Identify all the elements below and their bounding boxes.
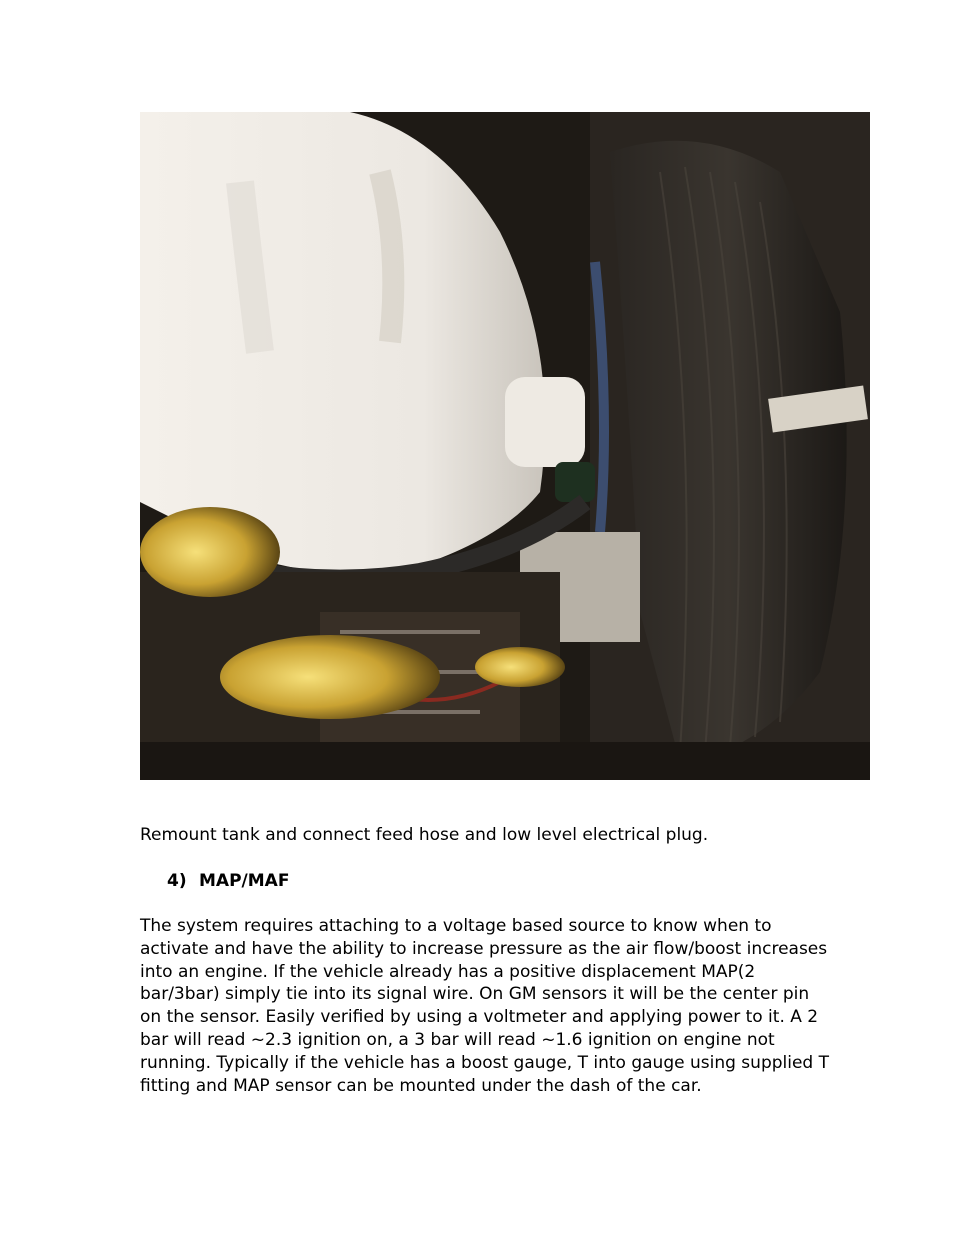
tank-photo (140, 112, 870, 780)
section-heading (167, 870, 289, 892)
tank-photo-image (140, 112, 870, 780)
section-title: MAP/MAF (199, 871, 290, 891)
section-number: 4) (167, 871, 187, 891)
body-paragraph: The system requires attaching to a voltage based source to know when to activate and have the ability to increase pressure as the air flow/boost increases into an engine. If the vehicle already has a positive displacement MAP(2 bar/3bar) simply tie into its signal wire. On GM sensors it will be the center pin on the sensor. Easily verified by using a voltmeter and applying power to it. A 2 bar will read ~2.3 ignition on, a 3 bar will read ~1.6 ignition on engine not running. Typically if the vehicle has a boost gauge, T into gauge using supplied T fitting and MAP sensor can be mounted under the dash of the car. (140, 916, 830, 1096)
photo-caption: Remount tank and connect feed hose and low level electrical plug. (140, 825, 709, 845)
